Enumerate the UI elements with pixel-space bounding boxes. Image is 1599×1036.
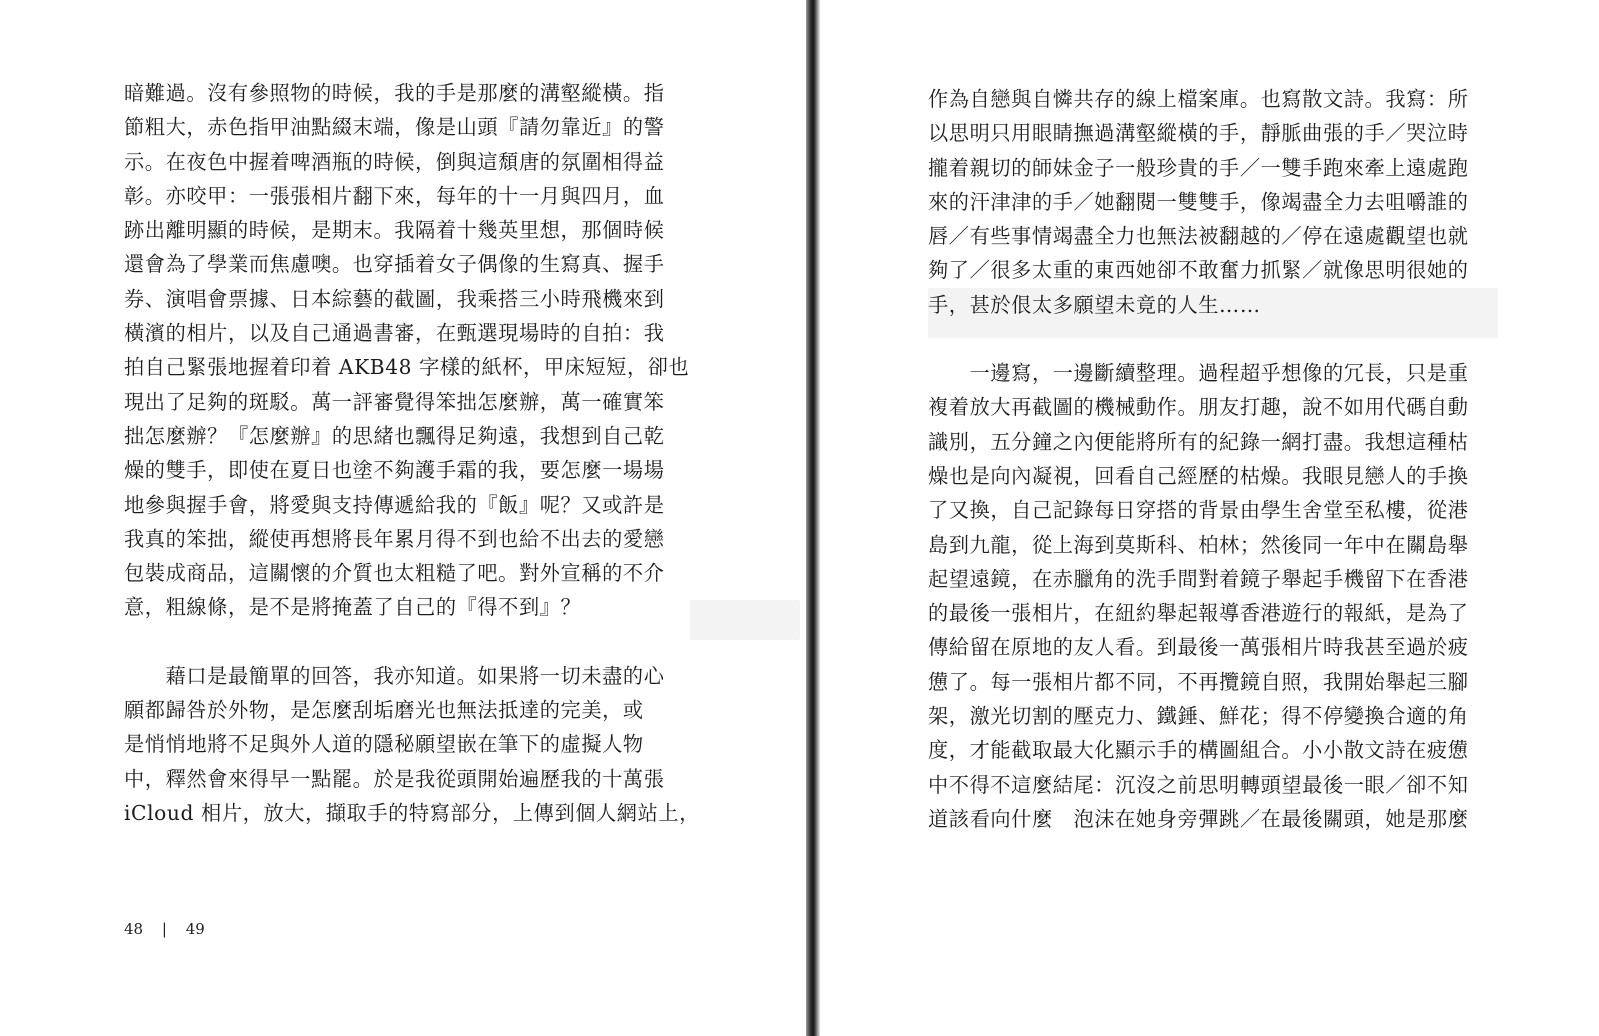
text-line: iCloud 相片，放大，擷取手的特寫部分，上傳到個人網站上， <box>124 800 700 825</box>
right-page <box>818 0 1599 1036</box>
text-line: 地參與握手會，將愛與支持傳遞給我的『飯』呢？又或許是 <box>124 492 665 517</box>
left-paragraph-2 <box>124 659 700 830</box>
text-line: 島到九龍，從上海到莫斯科、柏林；然後同一年中在關島舉 <box>928 532 1469 557</box>
text-line: 還會為了學業而焦慮噢。也穿插着女子偶像的生寫真、握手 <box>124 252 665 277</box>
text-line: 來的汗津津的手／她翻閱一雙雙手，像竭盡全力去咀嚼誰的 <box>928 189 1469 214</box>
paragraph-gap <box>928 322 1496 356</box>
text-line: 包裝成商品，這關懷的介質也太粗糙了吧。對外宣稱的不介 <box>124 561 665 586</box>
text-line: 夠了／很多太重的東西她卻不敢奮力抓緊／就像思明很她的 <box>928 258 1469 283</box>
folio-separator: | <box>161 920 167 938</box>
text-line: 我真的笨拙，縱使再想將長年累月得不到也給不出去的愛戀 <box>124 526 665 551</box>
text-line: 是悄悄地將不足與外人道的隱秘願望嵌在筆下的虛擬人物 <box>124 732 644 757</box>
text-line: 了又換，自己記錄每日穿搭的背景由學生舍堂至私樓，從港 <box>928 498 1469 523</box>
text-line: 作為自戀與自憐共存的線上檔案庫。也寫散文詩。我寫：所 <box>928 87 1469 111</box>
text-line: 藉口是最簡單的回答，我亦知道。如果將一切未盡的心 <box>124 663 665 688</box>
text-line: 燥也是向內凝視，回看自己經歷的枯燥。我眼見戀人的手換 <box>928 463 1469 488</box>
text-line: 拙怎麼辦？『怎麼辦』的思緒也飄得足夠遠，我想到自己乾 <box>124 423 665 448</box>
text-line: 意，粗線條，是不是將掩蓋了自己的『得不到』？ <box>124 595 582 620</box>
text-line: 一邊寫，一邊斷續整理。過程超乎想像的冗長，只是重 <box>928 361 1469 386</box>
left-paragraph-1 <box>124 76 690 625</box>
text-line: 中，釋然會來得早一點罷。於是我從頭開始遍歷我的十萬張 <box>124 766 665 791</box>
right-page-body <box>928 82 1496 836</box>
text-line: 現出了足夠的斑駁。萬一評審覺得笨拙怎麼辦，萬一確實笨 <box>124 389 665 414</box>
text-line: 暗難過。沒有參照物的時候，我的手是那麼的溝壑縱橫。指 <box>124 81 665 105</box>
page-number-right: 49 <box>185 920 205 938</box>
text-line: 攏着親切的師妹金子一般珍貴的手／一雙手跑來牽上遠處跑 <box>928 155 1469 180</box>
text-line: 起望遠鏡，在赤臘角的洗手間對着鏡子舉起手機留下在香港 <box>928 566 1469 591</box>
text-line: 橫濱的相片，以及自己通過書審，在甄選現場時的自拍：我 <box>124 321 665 346</box>
folio <box>124 920 205 938</box>
text-line: 道該看向什麼 泡沫在她身旁彈跳／在最後關頭，她是那麼 <box>928 806 1469 831</box>
text-line: 憊了。每一張相片都不同，不再攬鏡自照，我開始舉起三腳 <box>928 669 1469 694</box>
text-line: 手，甚於佷太多願望未竟的人生…… <box>928 292 1261 317</box>
text-line: 拍自己緊張地握着印着 AKB48 字樣的紙杯，甲床短短，卻也 <box>124 355 690 380</box>
text-line: 跡出離明顯的時候，是期末。我隔着十幾英里想，那個時候 <box>124 218 665 243</box>
text-line: 唇／有些事情竭盡全力也無法被翻越的／停在遠處觀望也就 <box>928 224 1469 249</box>
text-line: 券、演唱會票據、日本綜藝的截圖，我乘搭三小時飛機來到 <box>124 286 665 311</box>
text-line: 度，才能截取最大化顯示手的構圖組合。小小散文詩在疲憊 <box>928 738 1469 763</box>
text-line: 願都歸咎於外物，是怎麼刮垢磨光也無法抵達的完美，或 <box>124 698 644 723</box>
text-line: 複着放大再截圖的機械動作。朋友打趣，說不如用代碼自動 <box>928 395 1469 420</box>
text-line: 中不得不這麼結尾：沉沒之前思明轉頭望最後一眼／卻不知 <box>928 772 1469 797</box>
text-line: 以思明只用眼睛撫過溝壑縱橫的手，靜脈曲張的手／哭泣時 <box>928 121 1469 146</box>
text-line: 的最後一張相片，在紐約舉起報導香港遊行的報紙，是為了 <box>928 601 1469 626</box>
left-page-body <box>124 76 700 830</box>
text-line: 示。在夜色中握着啤酒瓶的時候，倒與這頹唐的氛圍相得益 <box>124 149 665 174</box>
paragraph-gap <box>124 625 690 659</box>
page-number-left: 48 <box>124 920 144 938</box>
right-paragraph-1 <box>928 82 1496 322</box>
text-line: 節粗大，赤色指甲油點綴末端，像是山頭『請勿靠近』的警 <box>124 115 665 140</box>
text-line: 識別，五分鐘之內便能將所有的紀錄一網打盡。我想這種枯 <box>928 429 1469 454</box>
text-line: 架，激光切割的壓克力、鐵錘、鮮花；得不停變換合適的角 <box>928 704 1469 729</box>
text-line: 彰。亦咬甲：一張張相片翻下來，每年的十一月與四月，血 <box>124 183 665 208</box>
text-line: 燥的雙手，即使在夏日也塗不夠護手霜的我，要怎麼一場場 <box>124 458 665 483</box>
show-through-smudge <box>690 600 800 640</box>
text-line: 傳給留在原地的友人看。到最後一萬張相片時我甚至過於疲 <box>928 635 1469 660</box>
right-paragraph-2 <box>928 356 1496 836</box>
